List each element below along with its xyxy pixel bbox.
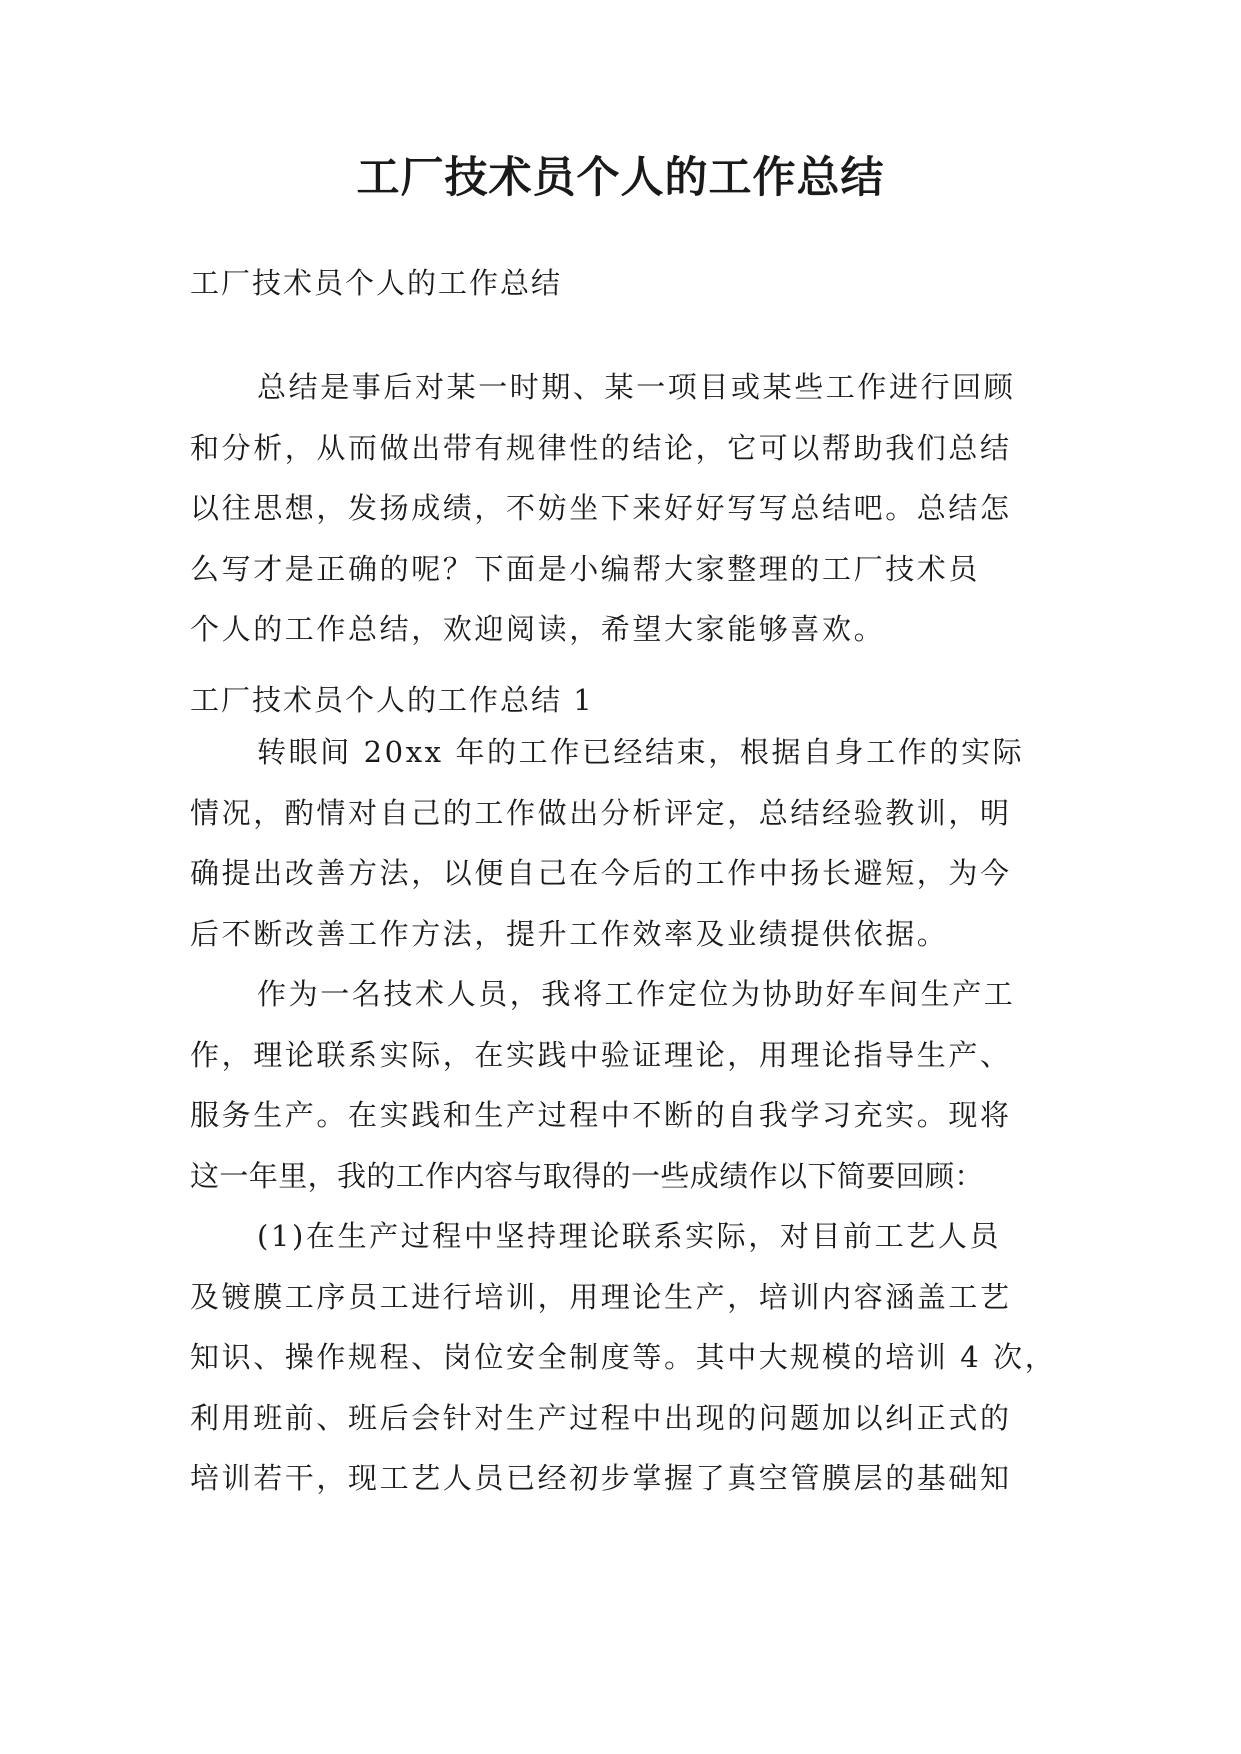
body-line: 这一年里，我的工作内容与取得的一些成绩作以下简要回顾： xyxy=(190,1158,984,1193)
body-line: 情况，酌情对自己的工作做出分析评定，总结经验教训，明 xyxy=(190,795,1012,830)
body-line: 利用班前、班后会针对生产过程中出现的问题加以纠正式的 xyxy=(190,1400,1012,1435)
document-subtitle: 工厂技术员个人的工作总结 xyxy=(190,266,563,300)
intro-line: 个人的工作总结，欢迎阅读，希望大家能够喜欢。 xyxy=(190,612,886,646)
body-line: 确提出改善方法，以便自己在今后的工作中扬长避短，为今 xyxy=(190,856,1012,890)
body-line: 后不断改善工作方法，提升工作效率及业绩提供依据。 xyxy=(190,916,949,951)
body-line: 作为一名技术人员，我将工作定位为协助好车间生产工 xyxy=(257,977,1016,1011)
body-line: 作，理论联系实际，在实践中验证理论，用理论指导生产、 xyxy=(190,1037,1012,1072)
intro-line: 总结是事后对某一时期、某一项目或某些工作进行回顾 xyxy=(257,370,1016,404)
body-line: 服务生产。在实践和生产过程中不断的自我学习充实。现将 xyxy=(190,1098,1012,1132)
body-line: 及镀膜工序员工进行培训，用理论生产，培训内容涵盖工艺 xyxy=(190,1279,1012,1314)
intro-line: 以往思想，发扬成绩，不妨坐下来好好写写总结吧。总结怎 xyxy=(190,491,1012,525)
intro-line: 么写才是正确的呢？下面是小编帮大家整理的工厂技术员 xyxy=(190,551,981,586)
section-body xyxy=(190,722,1057,1509)
body-line: 培训若干，现工艺人员已经初步掌握了真空管膜层的基础知 xyxy=(190,1461,1012,1495)
body-line: 知识、操作规程、岗位安全制度等。其中大规模的培训 4 次， xyxy=(190,1340,1057,1374)
document-title: 工厂技术员个人的工作总结 xyxy=(356,153,885,203)
body-line: 转眼间 20xx 年的工作已经结束，根据自身工作的实际 xyxy=(257,735,1025,769)
body-line: (1)在生产过程中坚持理论联系实际，对目前工艺人员 xyxy=(257,1219,1002,1253)
intro-line: 和分析，从而做出带有规律性的结论，它可以帮助我们总结 xyxy=(190,430,1012,465)
intro-paragraph xyxy=(190,357,1050,660)
section-heading: 工厂技术员个人的工作总结 1 xyxy=(190,683,594,717)
